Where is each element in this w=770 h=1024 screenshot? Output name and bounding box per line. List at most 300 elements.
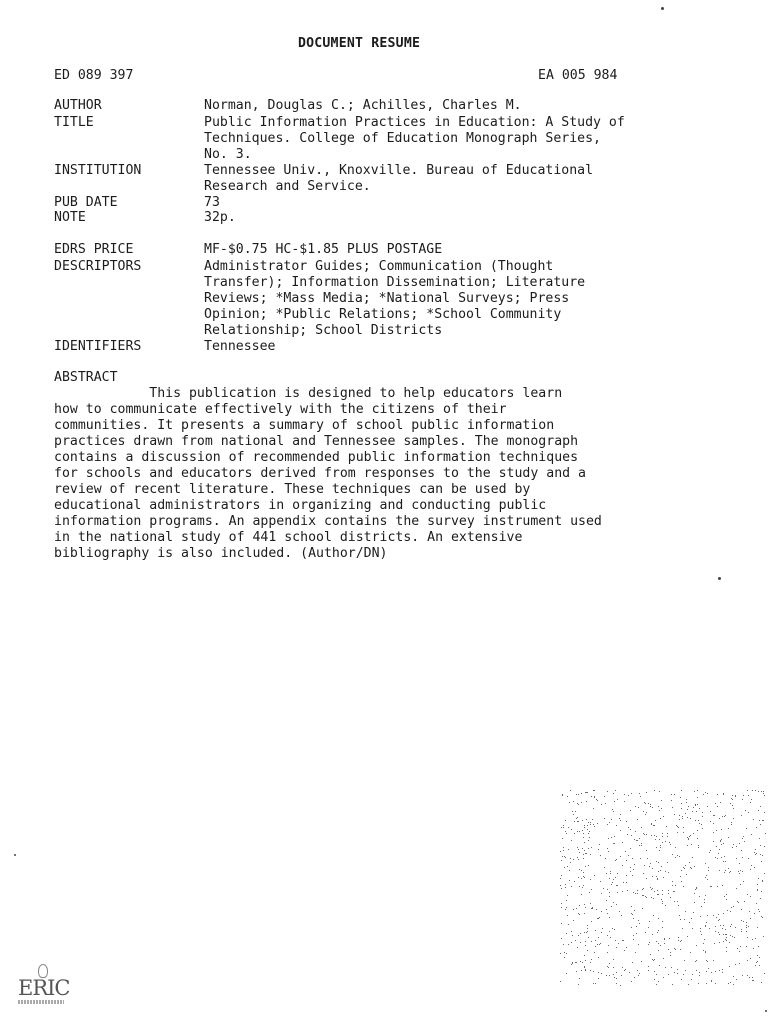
noise-dot bbox=[730, 803, 731, 804]
noise-dot bbox=[608, 851, 609, 852]
noise-dot bbox=[584, 955, 585, 956]
noise-dot bbox=[741, 929, 742, 930]
noise-dot bbox=[679, 856, 680, 857]
noise-dot bbox=[713, 915, 714, 916]
noise-dot bbox=[621, 915, 622, 916]
noise-dot bbox=[598, 918, 599, 919]
noise-dot bbox=[759, 838, 760, 839]
noise-dot bbox=[578, 849, 579, 850]
noise-dot bbox=[650, 887, 651, 888]
noise-dot bbox=[708, 867, 709, 868]
noise-dot bbox=[584, 904, 585, 905]
noise-dot bbox=[747, 894, 748, 895]
noise-dot bbox=[703, 943, 704, 944]
noise-dot bbox=[610, 871, 611, 872]
noise-dot bbox=[563, 847, 564, 848]
noise-dot bbox=[620, 856, 621, 857]
noise-dot bbox=[682, 928, 683, 929]
noise-dot bbox=[635, 831, 636, 832]
field-label: EDRS PRICE bbox=[54, 242, 134, 257]
noise-dot bbox=[741, 815, 742, 816]
noise-dot bbox=[635, 952, 636, 953]
noise-dot bbox=[660, 847, 661, 848]
noise-dot bbox=[634, 864, 635, 865]
noise-dot bbox=[647, 858, 648, 859]
noise-dot bbox=[561, 827, 562, 828]
noise-dot bbox=[723, 913, 724, 914]
noise-dot bbox=[700, 928, 701, 929]
noise-dot bbox=[581, 870, 582, 871]
noise-dot bbox=[644, 865, 645, 866]
noise-dot bbox=[570, 858, 571, 859]
noise-dot bbox=[764, 795, 765, 796]
noise-dot bbox=[609, 963, 610, 964]
noise-dot bbox=[757, 890, 758, 891]
noise-dot bbox=[681, 803, 682, 804]
noise-dot bbox=[694, 791, 695, 792]
noise-dot bbox=[695, 820, 696, 821]
noise-dot bbox=[716, 846, 717, 847]
noise-dot bbox=[748, 795, 749, 796]
noise-dot bbox=[656, 836, 657, 837]
noise-dot bbox=[578, 935, 579, 936]
noise-dot bbox=[694, 902, 695, 903]
noise-dot bbox=[657, 932, 658, 933]
noise-dot bbox=[678, 940, 679, 941]
noise-dot bbox=[614, 801, 615, 802]
noise-dot bbox=[672, 885, 673, 886]
noise-dot bbox=[585, 866, 586, 867]
noise-dot bbox=[662, 901, 663, 902]
noise-dot bbox=[685, 813, 686, 814]
noise-dot bbox=[696, 811, 697, 812]
noise-dot bbox=[659, 791, 660, 792]
noise-dot bbox=[656, 876, 657, 877]
noise-dot bbox=[560, 981, 561, 982]
noise-dot bbox=[587, 950, 588, 951]
noise-dot bbox=[614, 843, 615, 844]
noise-dot bbox=[672, 881, 673, 882]
noise-dot bbox=[758, 909, 759, 910]
noise-dot bbox=[638, 807, 639, 808]
noise-dot bbox=[615, 877, 616, 878]
noise-dot bbox=[663, 816, 664, 817]
noise-dot bbox=[567, 796, 568, 797]
noise-dot bbox=[719, 870, 720, 871]
noise-dot bbox=[747, 937, 748, 938]
field-value: Administrator Guides; Communication (Thought Transfer); Information Dissemination; Literature Reviews; *Mass Media; *National Surveys; Press Opinion; *Public Relations; *School Community Relationship; School Districts bbox=[204, 259, 586, 338]
noise-dot bbox=[688, 806, 689, 807]
noise-dot bbox=[718, 920, 719, 921]
noise-dot bbox=[689, 862, 690, 863]
noise-dot bbox=[573, 801, 574, 802]
noise-dot bbox=[665, 841, 666, 842]
noise-dot bbox=[717, 806, 718, 807]
noise-dot bbox=[703, 794, 704, 795]
noise-dot bbox=[733, 984, 734, 985]
noise-dot bbox=[608, 945, 609, 946]
noise-dot bbox=[752, 939, 753, 940]
field-value: MF-$0.75 HC-$1.85 PLUS POSTAGE bbox=[204, 242, 443, 257]
noise-dot bbox=[625, 851, 626, 852]
noise-dot bbox=[576, 962, 577, 963]
noise-dot bbox=[598, 849, 599, 850]
noise-dot bbox=[762, 820, 763, 821]
noise-dot bbox=[594, 797, 595, 798]
noise-dot bbox=[730, 935, 731, 936]
noise-dot bbox=[577, 947, 578, 948]
noise-dot bbox=[590, 962, 591, 963]
noise-dot bbox=[601, 932, 602, 933]
noise-dot bbox=[639, 923, 640, 924]
noise-dot bbox=[760, 854, 761, 855]
noise-dot bbox=[582, 962, 583, 963]
noise-dot bbox=[613, 974, 614, 975]
noise-dot bbox=[646, 897, 647, 898]
noise-dot bbox=[626, 947, 627, 948]
noise-dot bbox=[586, 819, 587, 820]
noise-dot bbox=[723, 941, 724, 942]
noise-dot bbox=[645, 932, 646, 933]
noise-dot bbox=[705, 951, 706, 952]
noise-dot bbox=[719, 934, 720, 935]
noise-dot bbox=[750, 918, 751, 919]
noise-dot bbox=[660, 870, 661, 871]
noise-dot bbox=[713, 832, 714, 833]
noise-dot bbox=[603, 888, 604, 889]
noise-dot bbox=[732, 936, 733, 937]
noise-dot bbox=[630, 829, 631, 830]
noise-dot bbox=[650, 863, 651, 864]
noise-dot bbox=[743, 836, 744, 837]
noise-dot bbox=[710, 850, 711, 851]
noise-dot bbox=[683, 867, 684, 868]
noise-dot bbox=[654, 979, 655, 980]
noise-dot bbox=[756, 962, 757, 963]
noise-dot bbox=[593, 824, 594, 825]
noise-dot bbox=[734, 937, 735, 938]
noise-dot bbox=[644, 834, 645, 835]
noise-dot bbox=[648, 927, 649, 928]
noise-dot bbox=[586, 932, 587, 933]
noise-dot bbox=[724, 872, 725, 873]
noise-dot bbox=[664, 939, 665, 940]
noise-dot bbox=[755, 938, 756, 939]
noise-dot bbox=[662, 921, 663, 922]
noise-dot bbox=[561, 923, 562, 924]
noise-dot bbox=[611, 819, 612, 820]
noise-dot bbox=[561, 938, 562, 939]
noise-dot bbox=[699, 823, 700, 824]
noise-dot bbox=[686, 874, 687, 875]
noise-dot bbox=[565, 887, 566, 888]
noise-dot bbox=[589, 892, 590, 893]
noise-dot bbox=[697, 804, 698, 805]
noise-dot bbox=[726, 894, 727, 895]
noise-dot bbox=[677, 826, 678, 827]
noise-dot bbox=[636, 933, 637, 934]
noise-dot bbox=[696, 945, 697, 946]
noise-dot bbox=[753, 819, 754, 820]
noise-dot bbox=[750, 802, 751, 803]
noise-dot bbox=[671, 967, 672, 968]
noise-dot bbox=[669, 842, 670, 843]
noise-dot bbox=[620, 830, 621, 831]
noise-dot bbox=[569, 802, 570, 803]
noise-dot bbox=[649, 942, 650, 943]
noise-dot bbox=[745, 810, 746, 811]
noise-dot bbox=[743, 881, 744, 882]
field-value: 32p. bbox=[204, 210, 236, 225]
noise-dot bbox=[585, 960, 586, 961]
noise-dot bbox=[567, 866, 568, 867]
noise-dot bbox=[652, 888, 653, 889]
noise-dot bbox=[666, 826, 667, 827]
noise-dot bbox=[725, 934, 726, 935]
noise-dot bbox=[691, 918, 692, 919]
ed-accession-number: ED 089 397 bbox=[54, 68, 134, 83]
noise-dot bbox=[583, 833, 584, 834]
noise-dot bbox=[726, 934, 727, 935]
noise-dot bbox=[579, 905, 580, 906]
noise-dot bbox=[593, 808, 594, 809]
noise-dot bbox=[584, 877, 585, 878]
noise-dot bbox=[691, 868, 692, 869]
noise-dot bbox=[705, 926, 706, 927]
noise-dot bbox=[744, 841, 745, 842]
noise-dot bbox=[756, 903, 757, 904]
noise-dot bbox=[646, 850, 647, 851]
noise-dot bbox=[758, 810, 759, 811]
noise-dot bbox=[595, 946, 596, 947]
noise-dot bbox=[677, 901, 678, 902]
noise-dot bbox=[759, 820, 760, 821]
noise-dot bbox=[692, 928, 693, 929]
noise-dot bbox=[726, 899, 727, 900]
noise-dot bbox=[637, 890, 638, 891]
noise-dot bbox=[616, 978, 617, 979]
noise-dot bbox=[613, 879, 614, 880]
noise-dot bbox=[652, 876, 653, 877]
noise-dot bbox=[718, 914, 719, 915]
noise-dot bbox=[728, 868, 729, 869]
noise-dot bbox=[728, 837, 729, 838]
noise-dot bbox=[583, 876, 584, 877]
noise-dot bbox=[705, 863, 706, 864]
noise-dot bbox=[563, 827, 564, 828]
noise-dot bbox=[701, 934, 702, 935]
noise-dot bbox=[677, 855, 678, 856]
noise-dot bbox=[693, 833, 694, 834]
noise-dot bbox=[572, 962, 573, 963]
noise-dot bbox=[661, 808, 662, 809]
noise-dot bbox=[615, 860, 616, 861]
noise-dot bbox=[571, 964, 572, 965]
noise-dot bbox=[587, 829, 588, 830]
noise-dot bbox=[682, 816, 683, 817]
noise-dot bbox=[757, 955, 758, 956]
scan-noise-area bbox=[560, 790, 766, 986]
noise-dot bbox=[611, 906, 612, 907]
noise-dot bbox=[627, 834, 628, 835]
noise-dot bbox=[626, 860, 627, 861]
noise-dot bbox=[739, 863, 740, 864]
noise-dot bbox=[707, 961, 708, 962]
noise-dot bbox=[692, 811, 693, 812]
noise-dot bbox=[633, 935, 634, 936]
noise-dot bbox=[590, 879, 591, 880]
noise-dot bbox=[723, 934, 724, 935]
noise-dot bbox=[599, 944, 600, 945]
noise-dot bbox=[747, 960, 748, 961]
field-value: 73 bbox=[204, 195, 220, 210]
noise-dot bbox=[576, 971, 577, 972]
noise-dot bbox=[645, 896, 646, 897]
noise-dot bbox=[706, 875, 707, 876]
noise-dot bbox=[686, 799, 687, 800]
noise-dot bbox=[660, 818, 661, 819]
noise-dot bbox=[685, 970, 686, 971]
noise-dot bbox=[583, 858, 584, 859]
noise-dot bbox=[593, 983, 594, 984]
noise-dot bbox=[757, 961, 758, 962]
noise-dot bbox=[687, 936, 688, 937]
noise-dot bbox=[715, 931, 716, 932]
noise-dot bbox=[634, 910, 635, 911]
noise-dot bbox=[673, 891, 674, 892]
noise-dot bbox=[573, 814, 574, 815]
noise-dot bbox=[607, 791, 608, 792]
noise-dot bbox=[634, 839, 635, 840]
noise-dot bbox=[738, 871, 739, 872]
noise-dot bbox=[705, 792, 706, 793]
noise-dot bbox=[571, 840, 572, 841]
noise-dot bbox=[628, 795, 629, 796]
noise-dot bbox=[703, 950, 704, 951]
noise-dot bbox=[575, 962, 576, 963]
noise-dot bbox=[622, 967, 623, 968]
noise-dot bbox=[639, 973, 640, 974]
noise-dot bbox=[715, 983, 716, 984]
noise-dot bbox=[707, 806, 708, 807]
noise-dot bbox=[578, 984, 579, 985]
noise-dot bbox=[565, 909, 566, 910]
noise-dot bbox=[587, 928, 588, 929]
noise-dot bbox=[674, 948, 675, 949]
noise-dot bbox=[630, 848, 631, 849]
noise-dot bbox=[633, 918, 634, 919]
noise-dot bbox=[740, 884, 741, 885]
noise-dot bbox=[728, 828, 729, 829]
noise-dot bbox=[722, 885, 723, 886]
noise-dot bbox=[587, 931, 588, 932]
noise-dot bbox=[631, 981, 632, 982]
noise-dot bbox=[733, 808, 734, 809]
noise-dot bbox=[588, 840, 589, 841]
abstract-heading: ABSTRACT bbox=[54, 370, 118, 385]
noise-dot bbox=[694, 866, 695, 867]
noise-dot bbox=[600, 881, 601, 882]
noise-dot bbox=[672, 854, 673, 855]
noise-dot bbox=[653, 898, 654, 899]
noise-dot bbox=[628, 827, 629, 828]
noise-dot bbox=[730, 926, 731, 927]
noise-dot bbox=[584, 932, 585, 933]
noise-dot bbox=[717, 794, 718, 795]
noise-dot bbox=[760, 806, 761, 807]
noise-dot bbox=[702, 828, 703, 829]
noise-dot bbox=[689, 922, 690, 923]
noise-dot bbox=[566, 973, 567, 974]
noise-dot bbox=[588, 833, 589, 834]
noise-dot bbox=[622, 891, 623, 892]
noise-dot bbox=[670, 955, 671, 956]
noise-dot bbox=[595, 983, 596, 984]
noise-dot bbox=[739, 843, 740, 844]
noise-dot bbox=[722, 816, 723, 817]
noise-dot bbox=[563, 944, 564, 945]
noise-dot bbox=[560, 878, 561, 879]
noise-dot bbox=[663, 958, 664, 959]
noise-dot bbox=[617, 799, 618, 800]
noise-dot bbox=[706, 971, 707, 972]
noise-dot bbox=[695, 889, 696, 890]
noise-dot bbox=[629, 972, 630, 973]
noise-dot bbox=[582, 820, 583, 821]
noise-dot bbox=[731, 924, 732, 925]
noise-dot bbox=[687, 845, 688, 846]
noise-dot bbox=[563, 850, 564, 851]
noise-dot bbox=[576, 818, 577, 819]
noise-dot bbox=[607, 889, 608, 890]
noise-dot bbox=[679, 815, 680, 816]
noise-dot bbox=[600, 855, 601, 856]
noise-dot bbox=[579, 886, 580, 887]
noise-dot bbox=[637, 819, 638, 820]
noise-dot bbox=[654, 835, 655, 836]
noise-dot bbox=[741, 931, 742, 932]
noise-dot bbox=[733, 818, 734, 819]
noise-dot bbox=[760, 898, 761, 899]
noise-dot bbox=[638, 944, 639, 945]
noise-dot bbox=[701, 906, 702, 907]
noise-dot bbox=[704, 939, 705, 940]
noise-dot bbox=[584, 825, 585, 826]
noise-dot bbox=[759, 957, 760, 958]
noise-dot bbox=[585, 941, 586, 942]
noise-dot bbox=[624, 794, 625, 795]
noise-dot bbox=[609, 975, 610, 976]
scan-speck bbox=[765, 1010, 767, 1012]
noise-dot bbox=[721, 844, 722, 845]
noise-dot bbox=[721, 829, 722, 830]
field-label: AUTHOR bbox=[54, 98, 102, 113]
noise-dot bbox=[755, 849, 756, 850]
noise-dot bbox=[611, 837, 612, 838]
noise-dot bbox=[680, 919, 681, 920]
noise-dot bbox=[681, 870, 682, 871]
noise-dot bbox=[684, 919, 685, 920]
noise-dot bbox=[561, 888, 562, 889]
noise-dot bbox=[653, 960, 654, 961]
noise-dot bbox=[658, 950, 659, 951]
noise-dot bbox=[654, 971, 655, 972]
noise-dot bbox=[700, 931, 701, 932]
noise-dot bbox=[664, 943, 665, 944]
noise-dot bbox=[708, 870, 709, 871]
noise-dot bbox=[577, 847, 578, 848]
noise-dot bbox=[590, 822, 591, 823]
